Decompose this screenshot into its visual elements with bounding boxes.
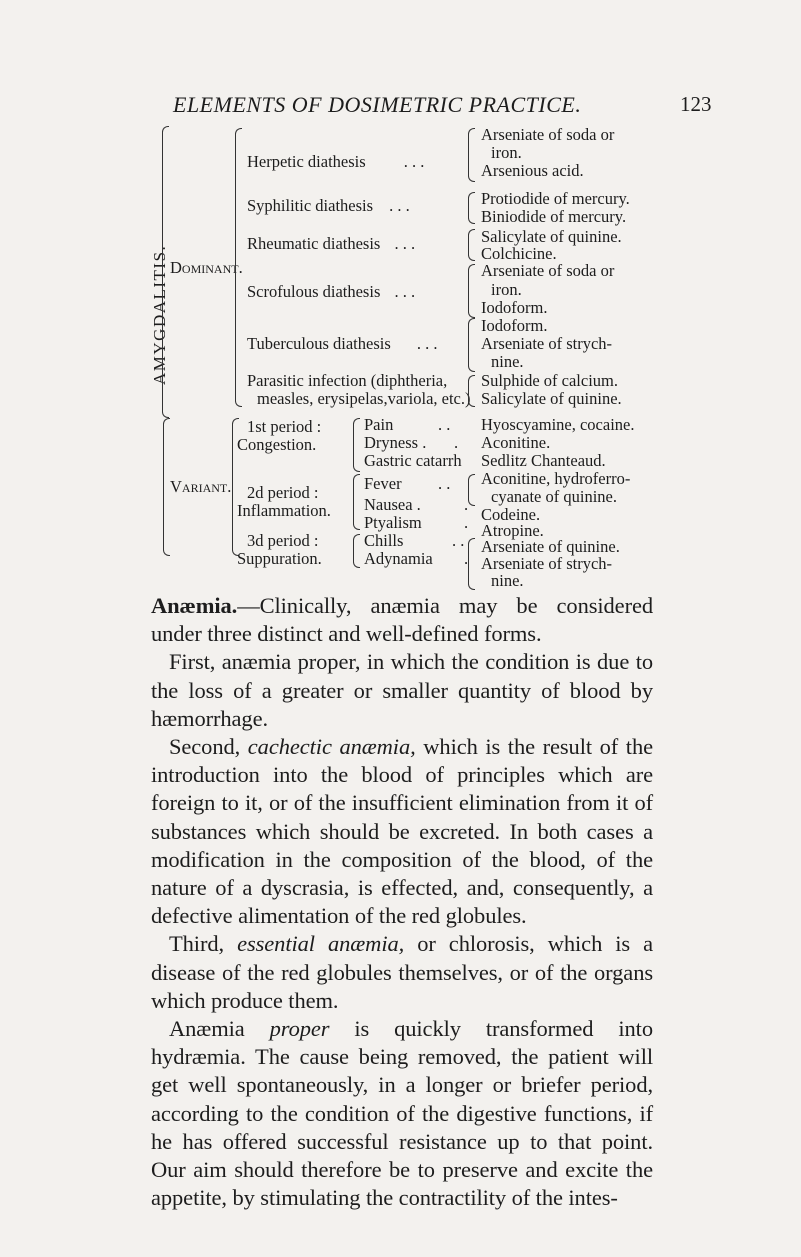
remedy-brace (468, 375, 475, 407)
symptom-brace (353, 418, 360, 472)
symptom-text: Dryness . (364, 433, 427, 452)
cause-parasitic-cont: measles, erysipelas,variola, etc.) (257, 389, 471, 408)
paragraph-third-form (151, 930, 653, 1015)
emphasis-term: proper (269, 1016, 330, 1042)
paragraph-hydraemia (151, 1015, 653, 1212)
symptom-fever (364, 474, 451, 493)
symptom-text: Chills (364, 531, 404, 550)
remedy-line: Salicylate of quinine. (481, 227, 622, 246)
symptom-chills (364, 531, 465, 550)
remedy-brace (468, 128, 475, 182)
dominant-label: Dominant. (170, 258, 243, 277)
stage-inflammation: Inflammation. (237, 501, 331, 520)
cause-parasitic: Parasitic infection (diphtheria, (247, 371, 448, 390)
cause-rheumatic (247, 235, 415, 253)
period-1: 1st period : (247, 417, 322, 436)
paragraph-text: which is the result of the introduction into the blood of principles which are foreign to it, or of the insufficient elimination from it of substances which should be excreted. In both cases a modification in the composition of the blood, of the nature of a dyscrasia, is effected, and, consequently, a defective alimentation of the red globules. (151, 734, 653, 929)
dominant-brace (162, 126, 169, 418)
paragraph-text: Second, (169, 734, 241, 760)
remedy-line: nine. (491, 352, 524, 371)
cause-scrofulous (247, 283, 415, 301)
remedy-line: Arseniate of quinine. (481, 537, 620, 556)
remedy-line: cyanate of quinine. (491, 487, 617, 506)
paragraph-text: or chlorosis, which is a disease of the red globules themselves, or of the organs which produce them. (151, 931, 654, 1013)
cause-herpetic (247, 153, 424, 171)
remedy-line: Colchicine. (481, 244, 557, 263)
remedy-brace (468, 229, 475, 261)
symptom-dryness (364, 433, 459, 452)
paragraph-first-form (151, 648, 653, 733)
leader-dots: . . . (416, 334, 438, 353)
cause-text: Herpetic diathesis (247, 152, 366, 171)
paragraph-text: Third, (169, 931, 225, 957)
leader-dots: . . . (394, 234, 416, 253)
symptom-ptyalism (364, 513, 469, 532)
leader-dots: . (454, 433, 459, 452)
emphasis-term: cachectic anæmia, (247, 734, 416, 760)
remedy-line: iron. (491, 280, 522, 299)
cause-syphilitic (247, 197, 410, 215)
symptom-text: Ptyalism (364, 513, 422, 532)
leader-dots: . (464, 549, 469, 568)
remedy-line: Arseniate of soda or (481, 261, 615, 280)
remedy-line: Protiodide of mercury. (481, 189, 630, 208)
remedy-line: Atropine. (481, 521, 544, 540)
symptom-gastric: Gastric catarrh (364, 451, 462, 470)
body-text (151, 592, 653, 1212)
stage-suppuration: Suppuration. (237, 549, 322, 568)
leader-dots: . . (452, 531, 465, 550)
remedy-line: Sedlitz Chanteaud. (481, 451, 606, 470)
page-number: 123 (680, 92, 712, 116)
leader-dots: . (464, 495, 469, 514)
remedy-line: Arseniate of strych- (481, 554, 613, 573)
cause-tuberculous (247, 335, 438, 353)
leader-dots: . . (438, 415, 451, 434)
remedy-brace (468, 474, 475, 506)
variant-label: Variant. (170, 477, 232, 496)
paragraph-anaemia (151, 592, 653, 648)
running-title: ELEMENTS OF DOSIMETRIC PRACTICE. (173, 92, 582, 117)
symptom-text: Adynamia (364, 549, 433, 568)
leader-dots: . . (438, 474, 451, 493)
stage-congestion: Congestion. (237, 435, 317, 454)
remedy-brace (468, 318, 475, 372)
cause-text: Tuberculous diathesis (247, 334, 391, 353)
leader-dots: . (464, 513, 469, 532)
symptom-brace (353, 534, 360, 568)
symptom-text: Pain (364, 415, 394, 434)
remedy-line: Arseniate of strych- (481, 334, 613, 353)
paragraph-text: Anæmia (169, 1016, 245, 1042)
remedy-brace (468, 192, 475, 224)
remedy-line: Iodoform. (481, 298, 548, 317)
cause-text: Syphilitic diathesis (247, 196, 374, 215)
remedy-line: Arseniate of soda or (481, 125, 615, 144)
leader-dots: . . . (403, 152, 425, 171)
symptom-text: Fever (364, 474, 402, 493)
period-3: 3d period : (247, 531, 319, 550)
paragraph-text: First, anæmia proper, in which the condition is due to the loss of a greater or smaller quantity of blood by hæmorrhage. (151, 649, 653, 731)
symptom-pain (364, 415, 451, 434)
paragraph-text: is quickly transformed into hydræmia. The cause being removed, the patient will get well spontaneously, in a longer or briefer period, according to the condition of the digestive functions, if he has offered successful resistance up to that point. Our aim should therefore be to preserve and excite the appetite, by stimulating the contractility of the intes- (151, 1016, 653, 1211)
section-heading: Anæmia. (151, 593, 238, 618)
remedy-line: Arsenious acid. (481, 161, 584, 180)
leader-dots: . . . (389, 196, 410, 215)
paragraph-second-form (151, 733, 653, 930)
variant-brace (163, 418, 170, 556)
remedy-brace (468, 264, 475, 318)
period-2: 2d period : (247, 483, 319, 502)
remedy-line: nine. (491, 571, 524, 590)
symptom-adynamia (364, 549, 469, 568)
remedy-line: Sulphide of calcium. (481, 371, 619, 390)
symptom-brace (353, 474, 360, 530)
remedy-brace (468, 538, 475, 590)
emphasis-term: essential anæmia, (237, 931, 405, 957)
remedy-line: Salicylate of quinine. (481, 389, 622, 408)
symptom-text: Nausea . (364, 495, 421, 514)
remedy-line: Aconitine, hydroferro- (481, 469, 631, 488)
paragraph-text: —Clinically, anæmia may be considered under three distinct and well-defined forms. (151, 593, 653, 647)
remedy-line: Codeine. (481, 505, 541, 524)
remedy-line: Hyoscyamine, cocaine. (481, 415, 635, 434)
side-label-amygdalitis: AMYGDALITIS. (150, 244, 169, 385)
dominant-causes-brace (235, 128, 242, 407)
remedy-line: Iodoform. (481, 316, 548, 335)
cause-text: Rheumatic diathesis (247, 234, 381, 253)
remedy-line: iron. (491, 143, 522, 162)
remedy-line: Biniodide of mercury. (481, 207, 627, 226)
symptom-nausea (364, 495, 469, 514)
leader-dots: . . . (394, 282, 416, 301)
cause-text: Scrofulous diathesis (247, 282, 381, 301)
remedy-line: Aconitine. (481, 433, 551, 452)
